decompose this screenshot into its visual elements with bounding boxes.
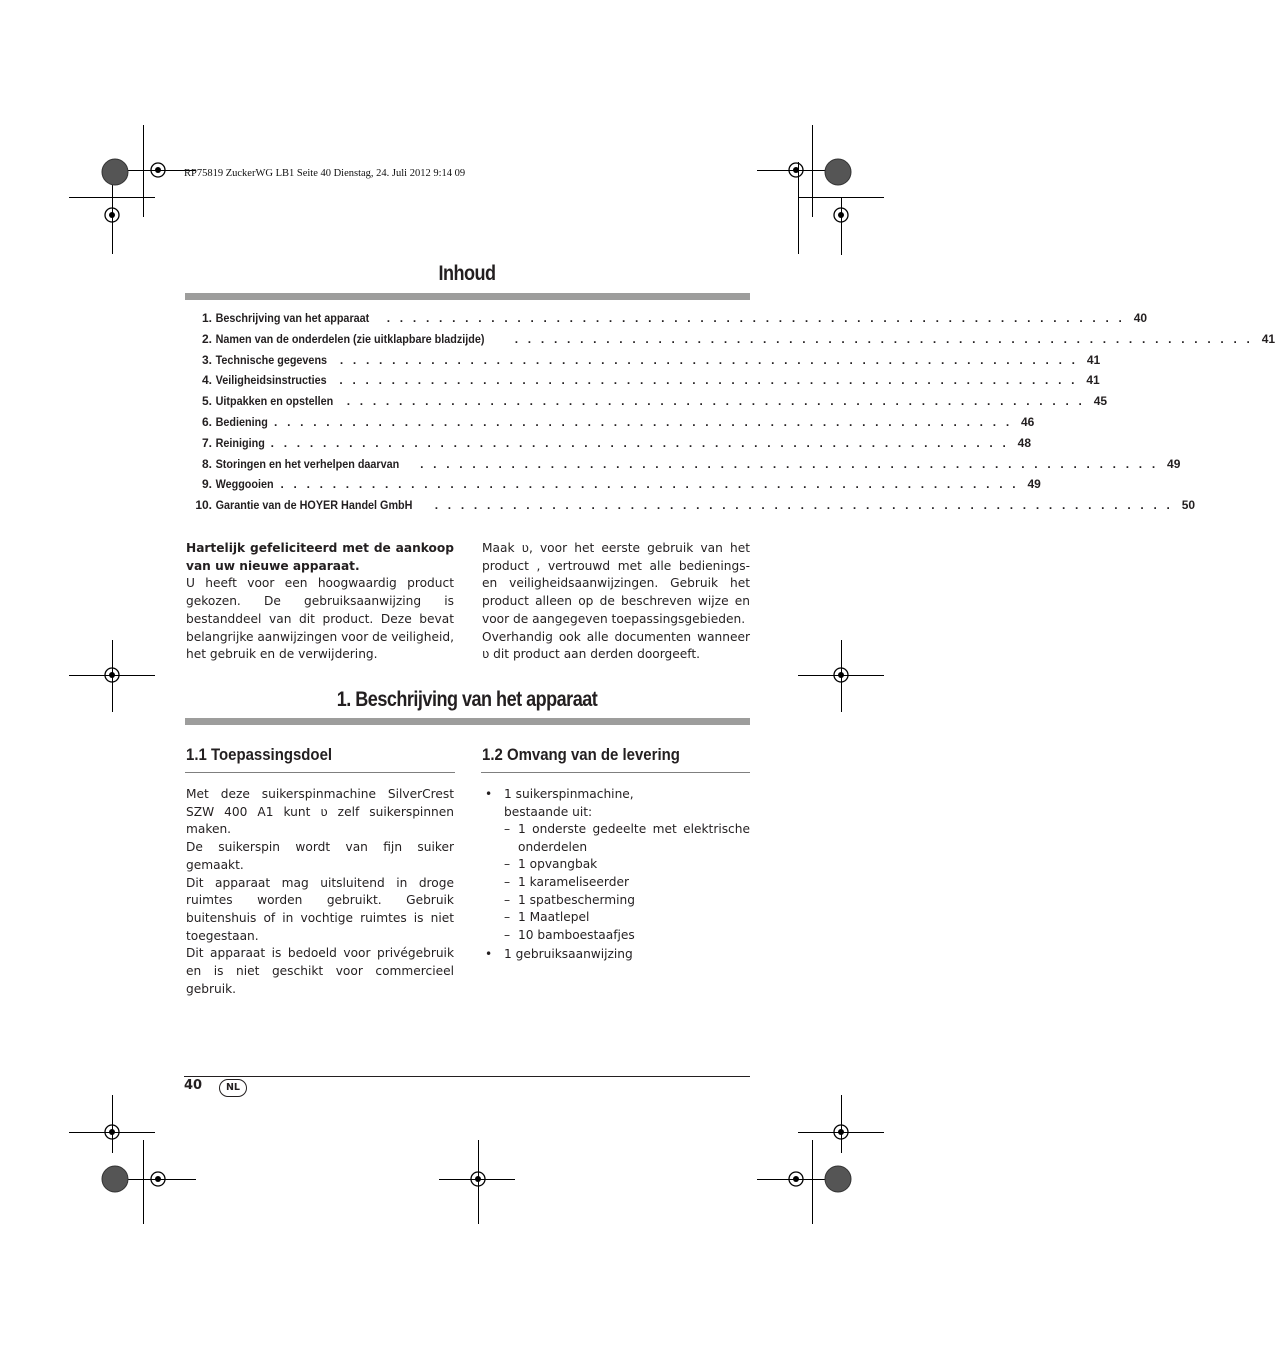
section-title: 1. Beschrijving van het apparaat xyxy=(336,688,598,711)
toc-leader: . . . . . . . . . . . . . . . . . . . . . . . . . . . . . . . . . . . . . . . . . . . . . . . . . . . . . . . . . xyxy=(339,373,1078,388)
subsection-title-toepassingsdoel: 1.1 Toepassingsdoel xyxy=(186,745,333,764)
list-item: – 1 opvangbak xyxy=(483,856,750,874)
toc-leader: . . . . . . . . . . . . . . . . . . . . . . . . . . . . . . . . . . . . . . . . . . . . . . . . . . . . . . . . . xyxy=(434,498,1174,513)
toc-entry[interactable]: 2. Namen van de onderdelen (zie uitklapbare bladzijde) . . . . . . . . . . . . . . . . . . . . . . . . . . . . . . . . . . . . . . . . . . . . . . . . . . . . . . . . . 41 xyxy=(201,331,1275,346)
intro-text-2: Overhandig ook alle documenten wanneer ʋ dit product aan derden doorgeeft. xyxy=(482,629,750,662)
intro-right-column xyxy=(482,540,750,664)
list-item: – 1 karameliseerder xyxy=(483,874,750,892)
list-item: • 1 suikerspinmachine, bestaande uit: xyxy=(483,786,750,821)
contents-rule xyxy=(185,293,750,300)
toc-entry[interactable]: 7. Reiniging . . . . . . . . . . . . . . . . . . . . . . . . . . . . . . . . . . . . . . . . . . . . . . . . . . . . . . . . . 48 xyxy=(201,435,1032,450)
list-item: – 1 Maatlepel xyxy=(483,909,750,927)
toc-leader: . . . . . . . . . . . . . . . . . . . . . . . . . . . . . . . . . . . . . . . . . . . . . . . . . . . . . . . . . xyxy=(386,311,1126,325)
list-item: – 1 onderste gedeelte met elektrische onderdelen xyxy=(483,821,750,856)
section-rule xyxy=(185,718,750,725)
footer-rule xyxy=(184,1076,750,1077)
toc-entry[interactable]: 6. Bediening . . . . . . . . . . . . . . . . . . . . . . . . . . . . . . . . . . . . . . . . . . . . . . . . . . . . . . . . . 46 xyxy=(201,414,1035,429)
toc-entry[interactable]: 3. Technische gegevens . . . . . . . . . . . . . . . . . . . . . . . . . . . . . . . . . . . . . . . . . . . . . . . . . . . . . . . . . 41 xyxy=(201,352,1101,367)
toc-leader: . . . . . . . . . . . . . . . . . . . . . . . . . . . . . . . . . . . . . . . . . . . . . . . . . . . . . . . . . xyxy=(339,352,1079,367)
intro-text: U heeft voor een hoogwaardig product gekozen. De gebruiksaanwijzing is bestanddeel van dit product. Deze bevat belangrijke aanwijzingen voor de veiligheid, het gebruik en de verwijdering. xyxy=(186,576,455,662)
subsection-title-levering: 1.2 Omvang van de levering xyxy=(482,745,680,764)
intro-left-column xyxy=(186,540,454,664)
toc-leader: . . . . . . . . . . . . . . . . . . . . . . . . . . . . . . . . . . . . . . . . . . . . . . . . . . . . . . . . . xyxy=(514,331,1254,346)
intro-text-1: Maak ʋ, voor het eerste gebruik van het product , vertrouwd met alle bedienings- en veiligheidsaanwijzingen. Gebruik het product alleen op de beschreven wijze en voor de aangegeven toepassingsgebieden. xyxy=(482,541,750,626)
toc-entry[interactable]: 10. Garantie van de HOYER Handel GmbH . . . . . . . . . . . . . . . . . . . . . . . . . . . . . . . . . . . . . . . . . . . . . . . . . . . . . . . . . 50 xyxy=(195,498,1196,513)
toc-entry[interactable]: 4. Veiligheidsinstructies . . . . . . . . . . . . . . . . . . . . . . . . . . . . . . . . . . . . . . . . . . . . . . . . . . . . . . . . . 41 xyxy=(201,373,1100,388)
toc-entry[interactable]: 5. Uitpakken en opstellen . . . . . . . . . . . . . . . . . . . . . . . . . . . . . . . . . . . . . . . . . . . . . . . . . . . . . . . . . 45 xyxy=(201,394,1108,409)
toc-leader: . . . . . . . . . . . . . . . . . . . . . . . . . . . . . . . . . . . . . . . . . . . . . . . . . . . . . . . . . xyxy=(346,394,1086,409)
subsection-rule xyxy=(185,772,455,773)
toc-entry[interactable]: 9. Weggooien . . . . . . . . . . . . . . . . . . . . . . . . . . . . . . . . . . . . . . . . . . . . . . . . . . . . . . . . . 49 xyxy=(201,477,1041,492)
toc-leader: . . . . . . . . . . . . . . . . . . . . . . . . . . . . . . . . . . . . . . . . . . . . . . . . . . . . . . . . . xyxy=(270,435,1010,450)
list-item: – 1 spatbescherming xyxy=(483,892,750,910)
contents-title: Inhoud xyxy=(438,262,496,285)
toc-entry[interactable]: 8. Storingen en het verhelpen daarvan . . . . . . . . . . . . . . . . . . . . . . . . . . . . . . . . . . . . . . . . . . . . . . . . . . . . . . . . . 49 xyxy=(201,456,1181,471)
toc-leader: . . . . . . . . . . . . . . . . . . . . . . . . . . . . . . . . . . . . . . . . . . . . . . . . . . . . . . . . . xyxy=(280,477,1019,492)
list-item: • 1 gebruiksaanwijzing xyxy=(483,946,750,964)
delivery-list xyxy=(483,786,750,964)
subsection-rule xyxy=(481,772,750,773)
table-of-contents xyxy=(184,311,1275,519)
print-header: RP75819 ZuckerWG LB1 Seite 40 Dienstag, 24. Juli 2012 9:14 09 xyxy=(184,168,466,179)
toepassingsdoel-text: Met deze suikerspinmachine SilverCrest SZW 400 A1 kunt ʋ zelf suikerspinnen maken. De suikerspin wordt van fijn suiker gemaakt. Dit apparaat mag uitsluitend in droge ruimtes worden gebruikt. Gebruik buitenshuis of in vochtige ruimtes is niet toegestaan. Dit apparaat is bedoeld voor privégebruik en is niet geschikt voor commercieel gebruik. xyxy=(186,787,454,996)
list-item: – 10 bamboestaafjes xyxy=(483,927,750,945)
toc-leader: . . . . . . . . . . . . . . . . . . . . . . . . . . . . . . . . . . . . . . . . . . . . . . . . . . . . . . . . . xyxy=(420,456,1159,471)
toc-leader: . . . . . . . . . . . . . . . . . . . . . . . . . . . . . . . . . . . . . . . . . . . . . . . . . . . . . . . . . xyxy=(274,414,1013,429)
language-badge: NL xyxy=(219,1079,247,1097)
toc-entry[interactable]: 1. Beschrijving van het apparaat . . . . . . . . . . . . . . . . . . . . . . . . . . . . . . . . . . . . . . . . . . . . . . . . . . . . . . . . . 40 xyxy=(201,311,1148,325)
page-number: 40 xyxy=(184,1078,203,1093)
intro-lead: Hartelijk gefeliciteerd met de aankoop van uw nieuwe apparaat. xyxy=(186,541,454,573)
